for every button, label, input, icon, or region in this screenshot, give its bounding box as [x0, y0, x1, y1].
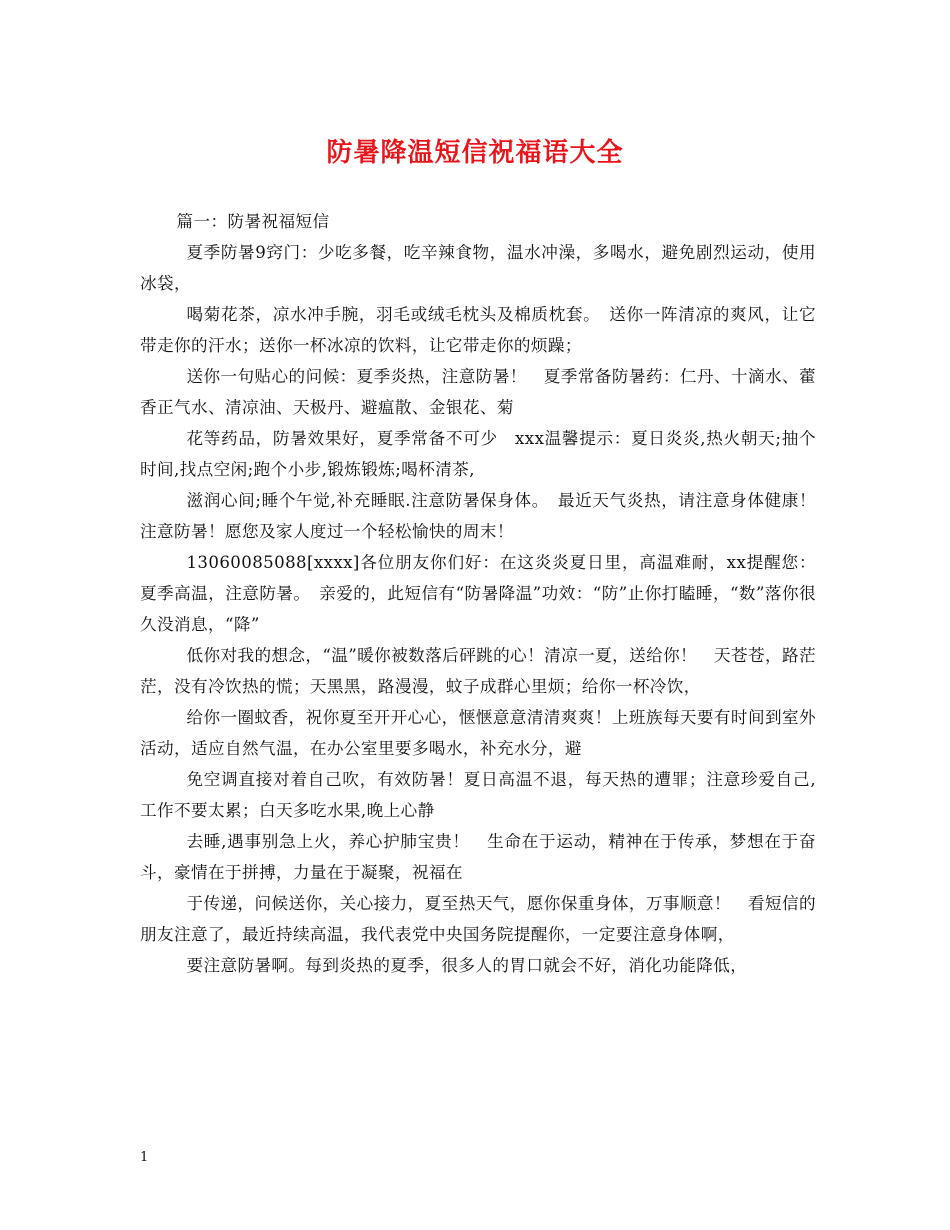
- document-body: [140, 206, 816, 981]
- section-heading: 篇一：防暑祝福短信: [176, 212, 330, 231]
- paragraph: 花等药品，防暑效果好，夏季常备不可少 xxx温馨提示：夏日炎炎,热火朝天;抽个时间,找点空闲;跑个小步,锻炼锻炼;喝杯清茶,: [140, 429, 816, 479]
- paragraph: 于传递，问候送你，关心接力，夏至热天气，愿你保重身体，万事顺意！ 看短信的朋友注意了，最近持续高温，我代表党中央国务院提醒你，一定要注意身体啊，: [140, 894, 816, 944]
- paragraph: 低你对我的想念，“温”暖你被数落后砰跳的心！清凉一夏，送给你！ 天苍苍，路茫茫，没有冷饮热的慌；天黑黑，路漫漫，蚊子成群心里烦；给你一杯冷饮，: [140, 646, 817, 696]
- paragraph: 滋润心间;睡个午觉,补充睡眠.注意防暑保身体。 最近天气炎热，请注意身体健康！注意防暑！愿您及家人度过一个轻松愉快的周末！: [140, 491, 816, 541]
- paragraph: 免空调直接对着自己吹，有效防暑！夏日高温不退，每天热的遭罪；注意珍爱自己,工作不要太累；白天多吃水果,晚上心静: [140, 770, 816, 820]
- paragraph: 给你一圈蚊香，祝你夏至开开心心，惬惬意意清清爽爽！上班族每天要有时间到室外活动，适应自然气温，在办公室里要多喝水，补充水分，避: [140, 708, 816, 758]
- document-title: 防暑降温短信祝福语大全: [326, 138, 624, 168]
- paragraph: 夏季防暑9窍门：少吃多餐，吃辛辣食物，温水冲澡，多喝水，避免剧烈运动，使用冰袋，: [140, 243, 816, 293]
- paragraph: 13060085088[xxxx]各位朋友你们好：在这炎炎夏日里，高温难耐，xx提醒您：夏季高温，注意防暑。 亲爱的，此短信有“防暑降温”功效：“防”止你打瞌睡，“数”落你很久没消息，“降”: [140, 553, 816, 634]
- paragraph: 喝菊花茶，凉水冲手腕，羽毛或绒毛枕头及棉质枕套。 送你一阵清凉的爽风，让它带走你的汗水；送你一杯冰凉的饮料，让它带走你的烦躁；: [140, 305, 816, 355]
- page-number: 1: [140, 1150, 149, 1165]
- paragraph: 送你一句贴心的问候：夏季炎热，注意防暑！ 夏季常备防暑药：仁丹、十滴水、藿香正气水、清凉油、天极丹、避瘟散、金银花、菊: [140, 367, 816, 417]
- paragraph: 去睡,遇事别急上火，养心护肺宝贵！ 生命在于运动，精神在于传承，梦想在于奋斗，豪情在于拼搏，力量在于凝聚，祝福在: [140, 832, 816, 882]
- paragraph: 要注意防暑啊。每到炎热的夏季，很多人的胃口就会不好，消化功能降低，: [186, 956, 748, 975]
